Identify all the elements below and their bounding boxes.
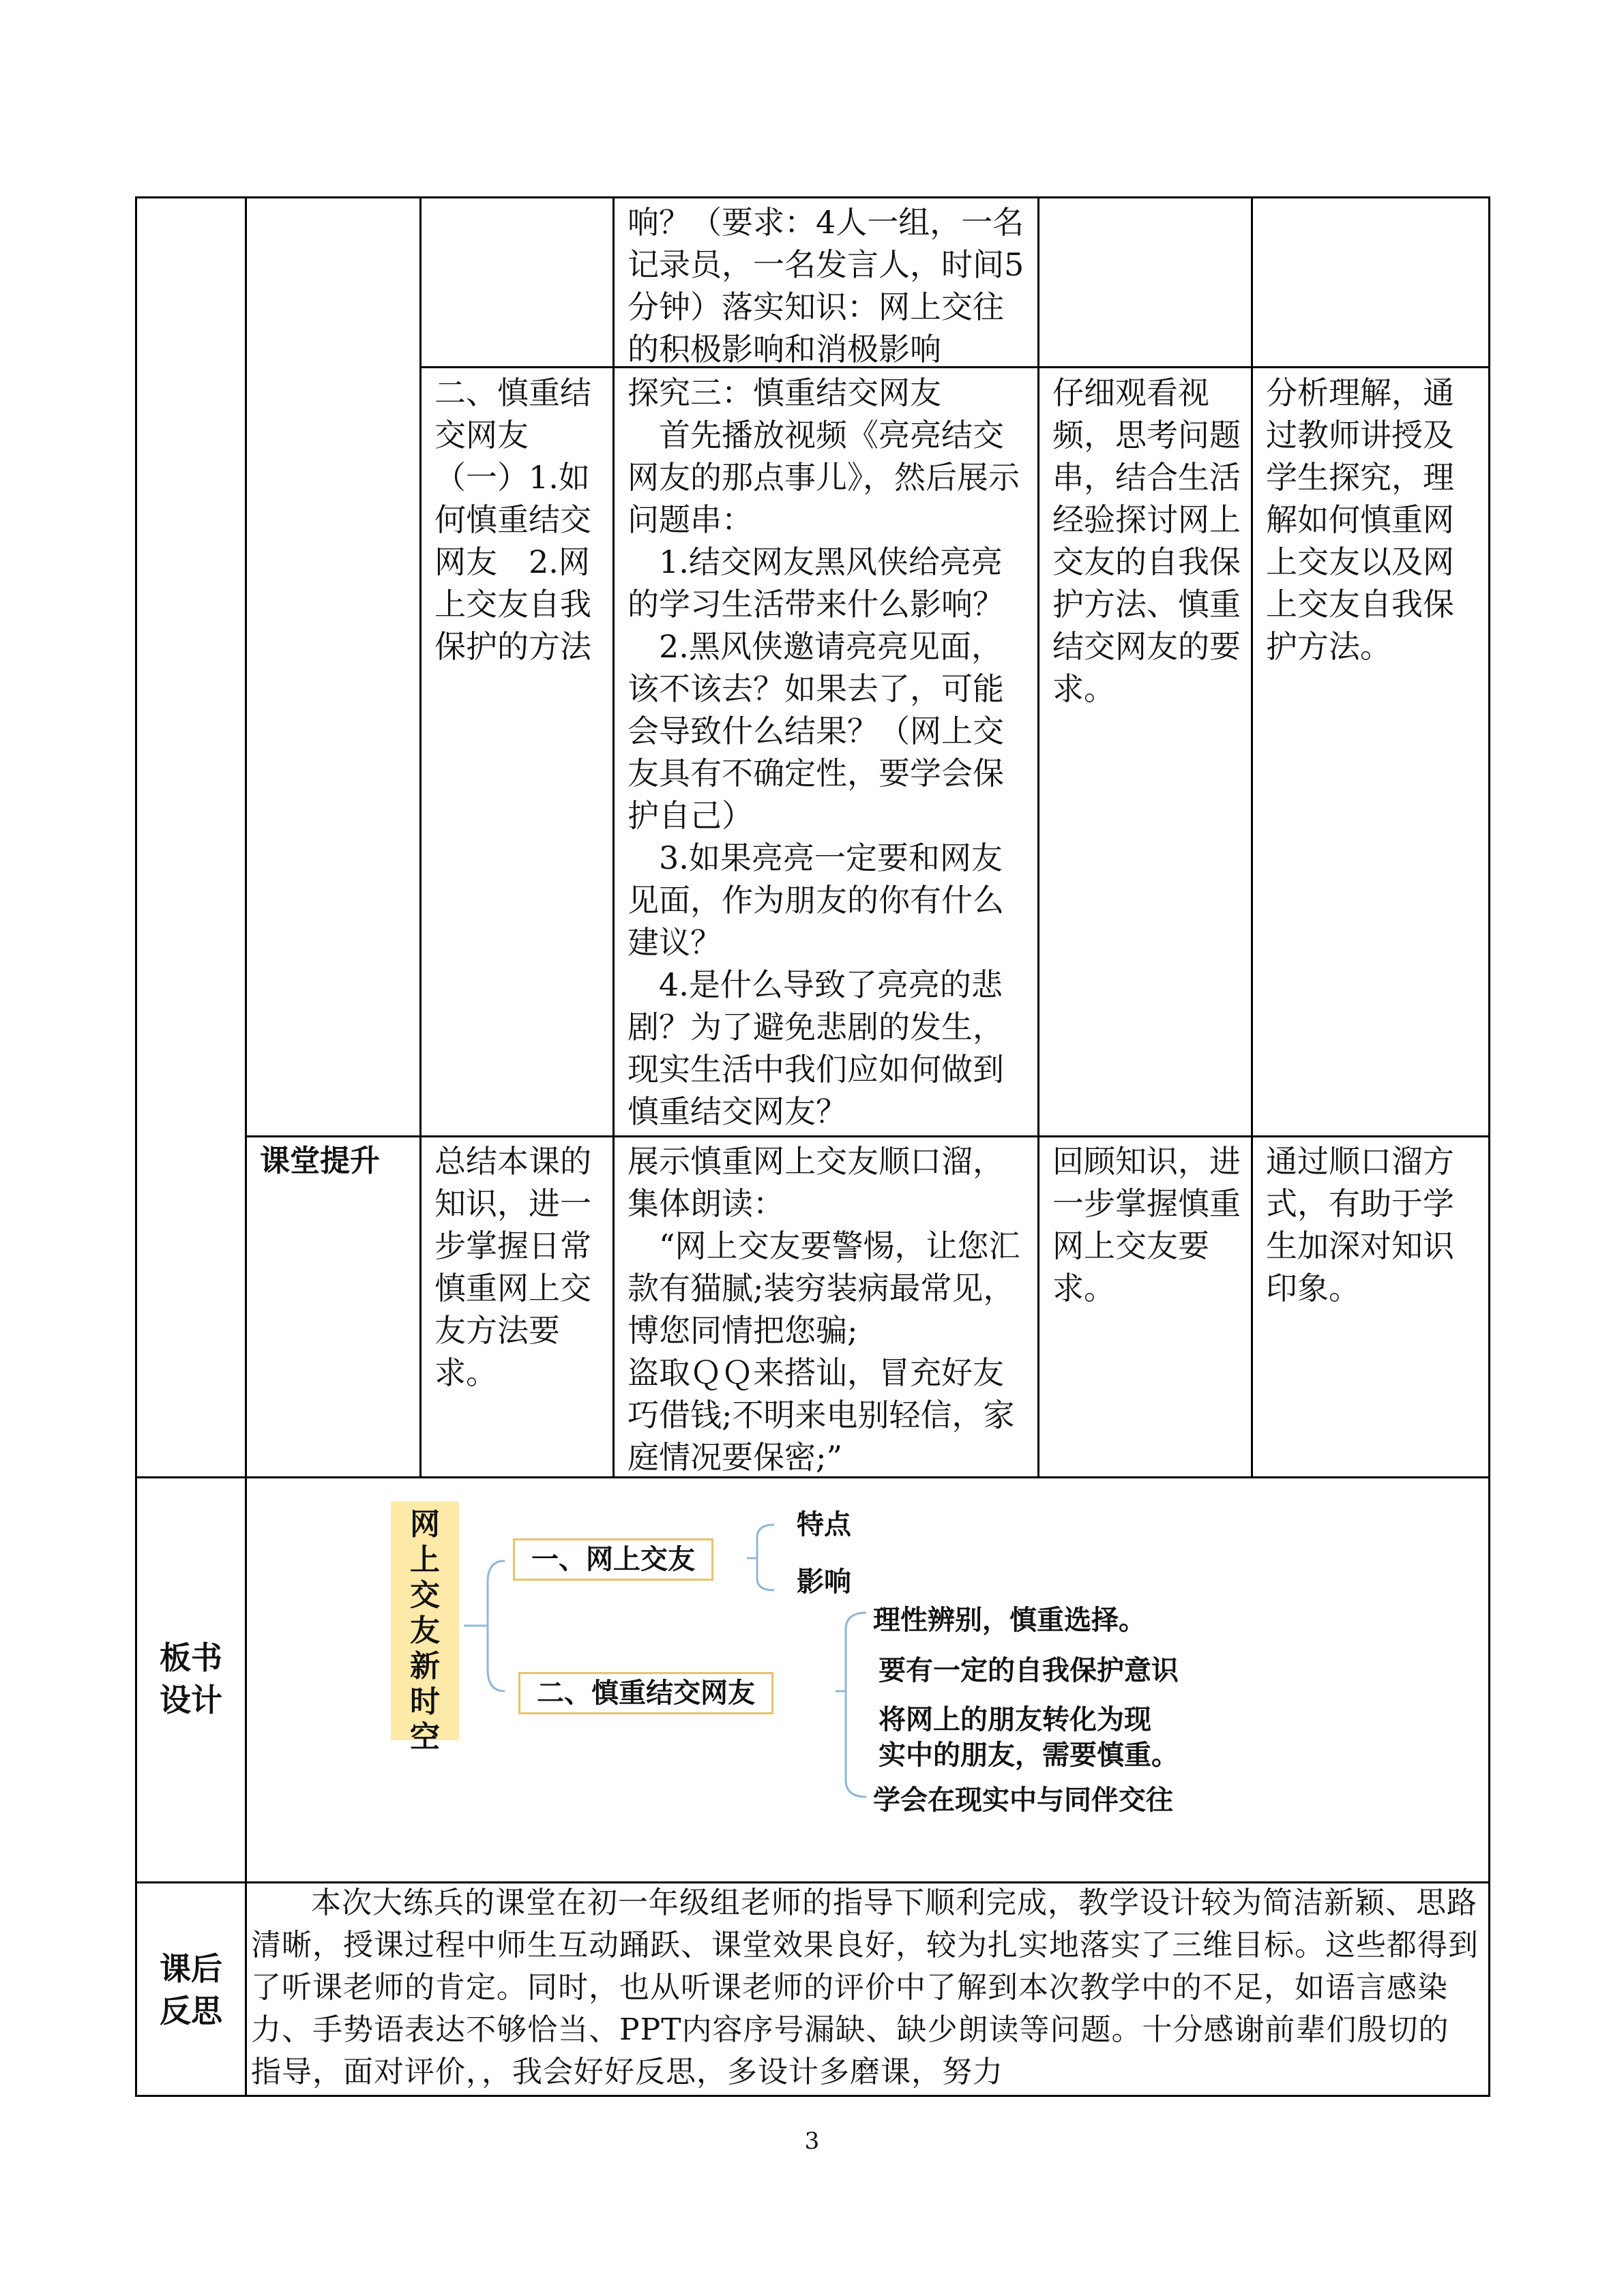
page-number: 3 — [804, 2128, 820, 2155]
row3-topic-text: 总结本课的知识，进一步掌握日常慎重网上交友方法要求。 — [434, 1143, 591, 1391]
board-branch2: 二、慎重结交网友 — [518, 1672, 773, 1714]
board-branch1-item1: 特点 — [797, 1509, 851, 1540]
reflection-text: 本次大练兵的课堂在初一年级组老师的指导下顺利完成，教学设计较为简洁新颖、思路清晰，授课过程中师生互动踊跃、课堂效果良好，较为扎实地落实了三维目标。这些都得到了听课老师的肯定。同时，也从听课老师的评价中了解到本次教学中的不足，如语言感染力、手势语表达不够恰当、PPT内容序号漏缺、缺少朗读等问题。十分感谢前辈们殷切的指导，面对评价，，我会好好反思，多设计多磨课，努力 — [251, 1885, 1479, 2089]
row3-teacher-text: 展示慎重网上交友顺口溜，集体朗读： “网上交友要警惕，让您汇款有猫腻;装穷装病最常见，博您同情把您骗; 盗取ＱＱ来搭讪，冒充好友巧借钱;不明来电别轻信，家庭情况要保密;” — [628, 1143, 1020, 1476]
board-title: 网上交友新时空 — [391, 1502, 459, 1740]
reflection-label: 课后 反思 — [160, 1950, 222, 2029]
board-branch2-item1: 理性辨别，慎重选择。 — [873, 1605, 1146, 1636]
board-branch2-item4: 学会在现实中与同伴交往 — [873, 1785, 1173, 1816]
board-branch1-item2: 影响 — [797, 1566, 851, 1598]
board-branch1: 一、网上交友 — [513, 1538, 713, 1581]
row3-intent-text: 通过顺口溜方式，有助于学生加深对知识印象。 — [1266, 1143, 1454, 1307]
row3-student-text: 回顾知识，进一步掌握慎重网上交友要求。 — [1052, 1143, 1241, 1307]
row2-intent-text: 分析理解，通过教师讲授及学生探究，理解如何慎重网上交友以及网上交友自我保护方法。 — [1266, 374, 1454, 665]
board-design-label: 板书 设计 — [160, 1639, 222, 1718]
row3-stage-label: 课堂提升 — [260, 1144, 380, 1178]
board-branch2-item2: 要有一定的自我保护意识 — [879, 1655, 1179, 1686]
row2-teacher-text: 探究三：慎重结交网友 首先播放视频《亮亮结交网友的那点事儿》，然后展示问题串： 1.结交网友黑风侠给亮亮的学习生活带来什么影响？ 2.黑风侠邀请亮亮见面，该不该去？如果去了，可能会导致什么结果？（网上交友具有不确定性，要学会保护自己） 3.如果亮亮一定要和网友见面，作为朋友的你有什么建议？ 4.是什么导致了亮亮的悲剧？为了避免悲剧的发生，现实生活中我们应如何做到慎重结交网友？ — [628, 374, 1020, 1130]
row1-content-text: 响？（要求：4人一组，一名记录员，一名发言人，时间5分钟）落实知识：网上交往的积极影响和消极影响 — [628, 204, 1024, 368]
board-branch2-item3: 将网上的朋友转化为现 实中的朋友，需要慎重。 — [879, 1704, 1179, 1771]
row2-student-text: 仔细观看视频，思考问题串，结合生活经验探讨网上交友的自我保护方法、慎重结交网友的要求。 — [1052, 374, 1241, 707]
row2-topic-text: 二、慎重结交网友 （一）1.如何慎重结交网友 2.网上交友自我保护的方法 — [434, 374, 591, 665]
